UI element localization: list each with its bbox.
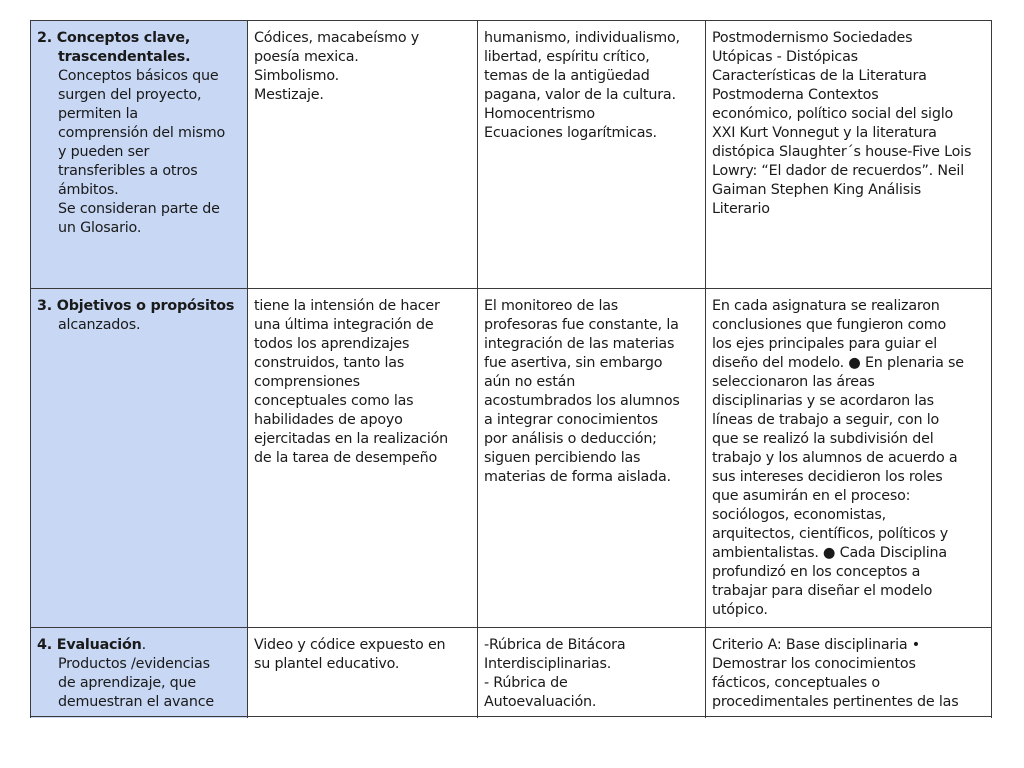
cell-text: tiene la intensión de hacer una última integración de todos los aprendizajes construidos, tanto las comprensiones conceptuales como las habilidades de apoyo ejercitadas en la realización de la tarea de desempeño (254, 298, 449, 466)
row-title: 4. Evaluación. (37, 637, 146, 653)
row-label-cell (31, 21, 248, 289)
table-cell (248, 628, 478, 719)
table-cell (706, 21, 992, 289)
table-cell (248, 289, 478, 628)
table-cell (478, 21, 706, 289)
cell-text: En cada asignatura se realizaron conclusiones que fungieron como los ejes principales para guiar el diseño del modelo. ● En plenaria se seleccionaron las áreas disciplinarias y se acordaron las líneas de trabajo a seguir, con lo que se realizó la subdivisión del trabajo y los alumnos de acuerdo a sus intereses decidieron los roles que asumirán en el proceso: sociólogos, economistas, arquitectos, científicos, políticos y ambientalistas. ● Cada Disciplina profundizó en los conceptos a trabajar para diseñar el modelo utópico. (712, 298, 964, 618)
table-cell (478, 289, 706, 628)
row-label-cell (31, 289, 248, 628)
cell-text: Postmodernismo Sociedades Utópicas - Distópicas Características de la Literatura Postmoderna Contextos económico, político social del siglo XXI Kurt Vonnegut y la literatura distópica Slaughter´s house-Five Lois Lowry: “El dador de recuerdos”. Neil Gaiman Stephen King Análisis Literario (712, 30, 972, 217)
row-title: 2. Conceptos clave, (37, 30, 191, 46)
row-title-continued: trascendentales. (58, 49, 191, 65)
table-cell (478, 628, 706, 719)
row-title: 3. Objetivos o propósitos (37, 298, 235, 314)
cell-text: Criterio A: Base disciplinaria • Demostrar los conocimientos fácticos, conceptuales o procedimentales pertinentes de las (712, 637, 959, 710)
table-row (31, 628, 992, 719)
row-description: Conceptos básicos que surgen del proyecto, permiten la comprensión del mismo y pueden ser transferibles a otros ámbitos. Se consideran parte de un Glosario. (58, 68, 226, 236)
row-description: alcanzados. (58, 317, 141, 333)
table-cell (706, 628, 992, 719)
cell-text: El monitoreo de las profesoras fue constante, la integración de las materias fue asertiva, sin embargo aún no están acostumbrados los alumnos a integrar conocimientos por análisis o deducción; siguen percibiendo las materias de forma aislada. (484, 298, 680, 485)
row-description: Productos /evidencias de aprendizaje, que demuestran el avance (58, 656, 214, 710)
cell-text: Códices, macabeísmo y poesía mexica. Simbolismo. Mestizaje. (254, 30, 420, 103)
cell-text: Video y códice expuesto en su plantel educativo. (254, 637, 446, 672)
table-row (31, 289, 992, 628)
table-row (31, 21, 992, 289)
cell-text: -Rúbrica de Bitácora Interdisciplinarias. - Rúbrica de Autoevaluación. (484, 637, 626, 710)
table-cell (706, 289, 992, 628)
row-label-cell (31, 628, 248, 719)
planning-table (30, 20, 992, 718)
row-title-text: 4. Evaluación (37, 637, 142, 653)
table-bottom-border (30, 716, 991, 717)
cell-text: humanismo, individualismo, libertad, espíritu crítico, temas de la antigüedad pagana, valor de la cultura. Homocentrismo Ecuaciones logarítmicas. (484, 30, 680, 141)
table-cell (248, 21, 478, 289)
